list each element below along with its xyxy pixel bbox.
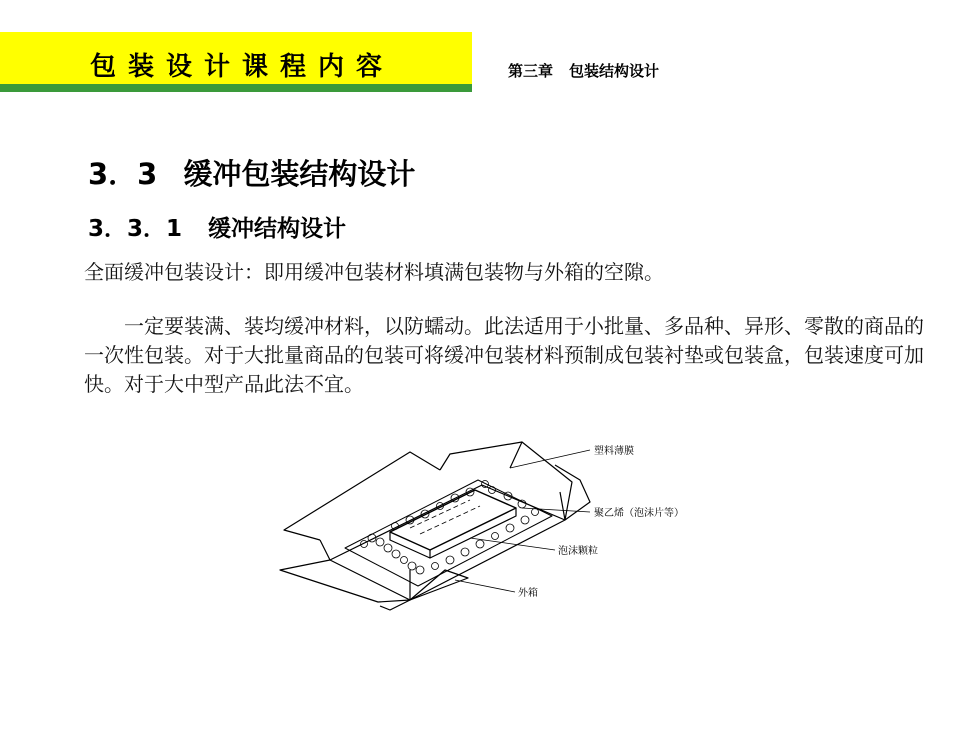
chapter-label	[508, 60, 675, 81]
label-plastic-film: 塑料薄膜	[594, 446, 634, 457]
cushion-packaging-illustration	[260, 420, 730, 620]
label-outer-box: 外箱	[518, 588, 538, 599]
label-polyethylene: 聚乙烯（泡沫片等）	[594, 508, 684, 519]
subsection-number: 3．3．1	[88, 216, 183, 242]
chapter-name: 包装结构设计	[569, 62, 660, 80]
section-heading	[88, 152, 415, 193]
paragraph-detail: 一定要装满、装均缓冲材料，以防蠕动。此法适用于小批量、多品种、异形、零散的商品的一次性包装。对于大批量商品的包装可将缓冲包装材料预制成包装衬垫或包装盒，包装速度可加快。对于大中型产品此法不宜。	[84, 314, 924, 396]
paragraph-definition: 全面缓冲包装设计：即用缓冲包装材料填满包装物与外箱的空隙。	[84, 260, 664, 284]
section-title: 缓冲包装结构设计	[183, 157, 416, 191]
section-number: 3．3	[88, 157, 158, 191]
course-title: 包装设计课程内容	[90, 52, 395, 82]
header-banner	[0, 32, 472, 92]
chapter-number: 第三章	[508, 62, 554, 80]
label-foam-granules: 泡沫颗粒	[558, 546, 598, 557]
subsection-title: 缓冲结构设计	[208, 216, 347, 242]
box-drawing	[260, 420, 730, 620]
subsection-heading	[88, 210, 346, 243]
